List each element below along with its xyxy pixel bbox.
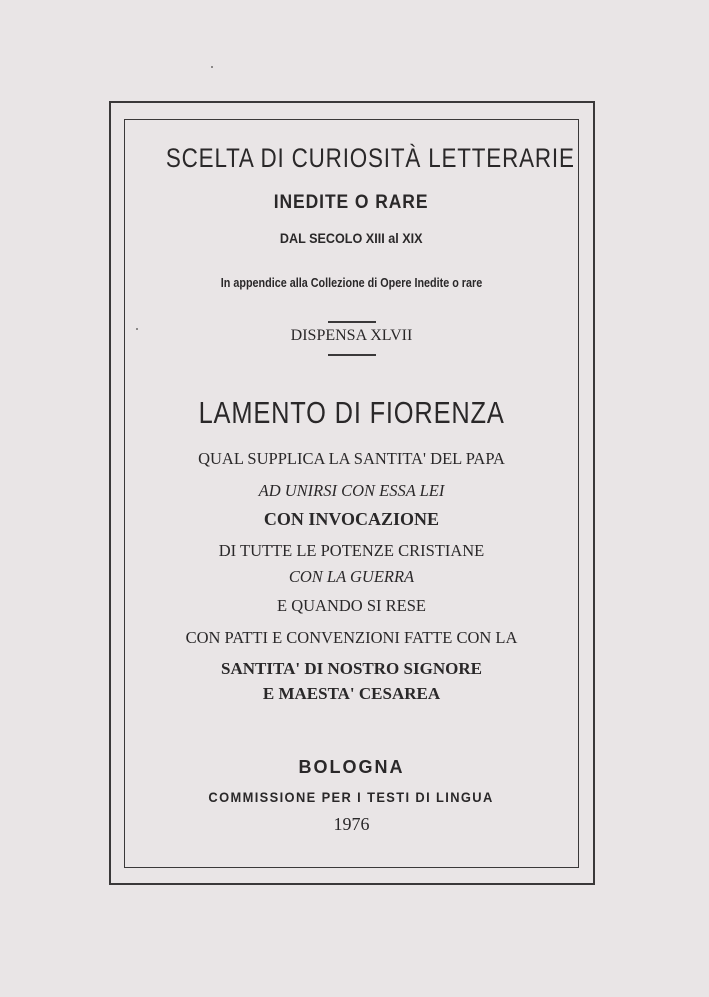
issue-number: DISPENSA XLVII — [290, 327, 413, 344]
work-line-6: E QUANDO SI RESE — [277, 596, 426, 615]
work-line-5: CON LA GUERRA — [288, 567, 415, 586]
paper-speck — [211, 66, 213, 68]
rule-above-issue — [328, 321, 376, 323]
work-line-1: QUAL SUPPLICA LA SANTITA' DEL PAPA — [198, 449, 505, 468]
work-title: LAMENTO DI FIORENZA — [198, 395, 505, 430]
work-line-8: SANTITA' DI NOSTRO SIGNORE — [221, 659, 482, 678]
series-title: SCELTA DI CURIOSITÀ LETTERARIE — [165, 143, 575, 173]
series-subtitle: INEDITE O RARE — [274, 192, 429, 213]
rule-below-issue — [328, 354, 376, 356]
paper-speck — [136, 328, 138, 330]
imprint-city: BOLOGNA — [298, 757, 405, 777]
imprint-publisher: COMMISSIONE PER I TESTI DI LINGUA — [208, 789, 495, 805]
series-period: DAL SECOLO XIII al XIX — [280, 230, 423, 246]
work-line-2: AD UNIRSI CON ESSA LEI — [258, 481, 445, 500]
work-line-3: CON INVOCAZIONE — [263, 509, 440, 529]
work-line-9: E MAESTA' CESAREA — [262, 684, 441, 703]
work-line-4: DI TUTTE LE POTENZE CRISTIANE — [218, 541, 485, 560]
imprint-year: 1976 — [333, 814, 370, 834]
work-line-7: CON PATTI E CONVENZIONI FATTE CON LA — [185, 628, 518, 647]
appendix-note: In appendice alla Collezione di Opere Inedite o rare — [220, 275, 483, 290]
